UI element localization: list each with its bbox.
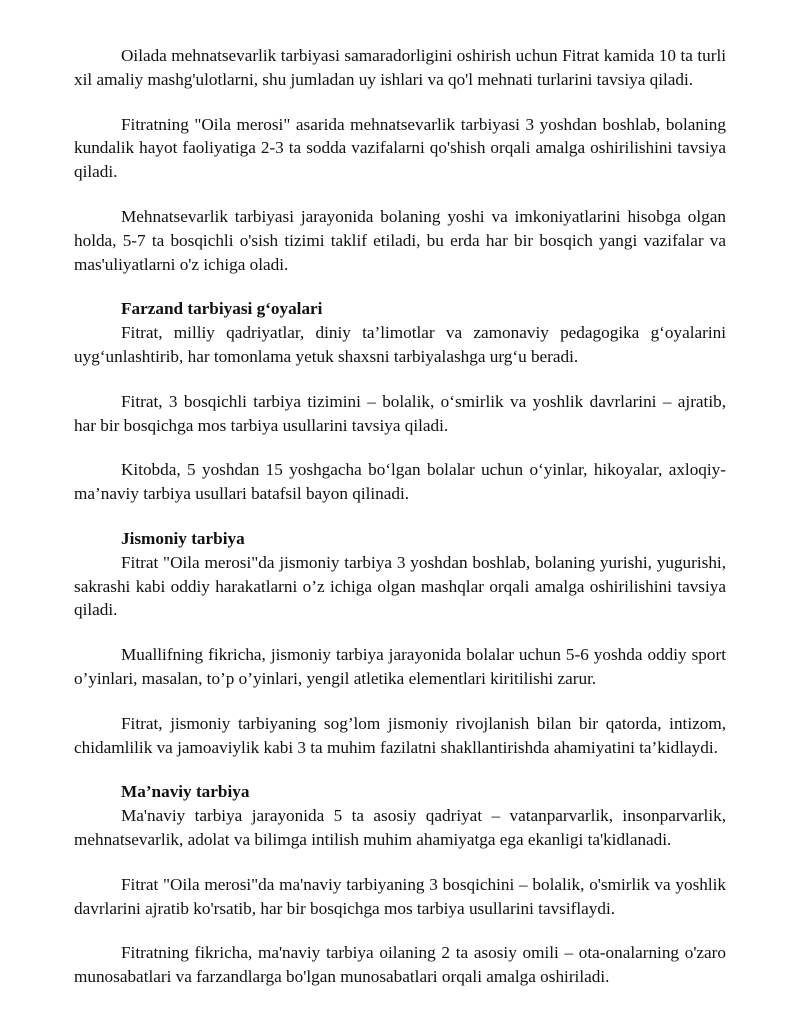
paragraph: Fitrat, milliy qadriyatlar, diniy ta’limotlar va zamonaviy pedagogika g‘oyalarini uyg‘unlashtirib, har tomonlama yetuk shaxsni tarbiyalashga urg‘u beradi.: [74, 323, 726, 366]
paragraph: Kitobda, 5 yoshdan 15 yoshgacha bo‘lgan bolalar uchun o‘yinlar, hikoyalar, axloqiy-ma’naviy tarbiya usullari batafsil bayon qilinadi.: [74, 460, 726, 504]
paragraph: Fitrat, 3 bosqichli tarbiya tizimini – bolalik, o‘smirlik va yoshlik davrlarini – ajratib, har bir bosqichga mos tarbiya usullarini tavsiya qiladi.: [74, 391, 726, 435]
paragraph: Fitratning fikricha, ma'naviy tarbiya oilaning 2 ta asosiy omili – ota-onalarning o'zaro munosabatlari va farzandlarga bo'lgan munosabatlari orqali amalga oshiriladi.: [74, 943, 726, 987]
section-heading: Ma’naviy tarbiya: [121, 782, 250, 802]
paragraph: Oilada mehnatsevarlik tarbiyasi samaradorligini oshirish uchun Fitrat kamida 10 ta turli xil amaliy mashg'ulotlarni, shu jumladan uy ishlari va qo'l mehnati turlarini tavsiya qiladi.: [74, 46, 726, 89]
paragraph: Ma'naviy tarbiya jarayonida 5 ta asosiy qadriyat – vatanparvarlik, insonparvarlik, mehnatsevarlik, adolat va bilimga intilish muhim ahamiyatga ega ekanligi ta'kidlanadi.: [74, 806, 726, 849]
paragraph: Muallifning fikricha, jismoniy tarbiya jarayonida bolalar uchun 5-6 yoshda oddiy sport o’yinlari, masalan, to’p o’yinlari, yengil atletika elementlari kiritilishi zarur.: [74, 645, 726, 688]
paragraph: Fitratning "Oila merosi" asarida mehnatsevarlik tarbiyasi 3 yoshdan boshlab, bolaning kundalik hayot faoliyatiga 2-3 ta sodda vazifalarni qo'shish orqali amalga oshirilishini tavsiya qiladi.: [74, 114, 726, 182]
section-farzand-tarbiyasi: [74, 297, 726, 506]
section-heading: Farzand tarbiyasi g‘oyalari: [121, 299, 323, 319]
paragraph: Mehnatsevarlik tarbiyasi jarayonida bolaning yoshi va imkoniyatlarini hisobga olgan holda, 5-7 ta bosqichli o'sish tizimi taklif etiladi, bu erda har bir bosqich yangi vazifalar va mas'uliyatlarni o'z ichiga oladi.: [74, 206, 726, 274]
section-jismoniy-tarbiya: [74, 527, 726, 759]
paragraph: Fitrat, jismoniy tarbiyaning sog’lom jismoniy rivojlanish bilan bir qatorda, intizom, chidamlilik va jamoaviylik kabi 3 ta muhim fazilatni shakllantirishda ahamiyatini ta’kidlaydi.: [74, 713, 726, 757]
paragraph: Fitrat "Oila merosi"da ma'naviy tarbiyaning 3 bosqichini – bolalik, o'smirlik va yoshlik davrlarini ajratib ko'rsatib, har bir bosqichga mos tarbiya usullarini tavsiflaydi.: [74, 874, 726, 918]
paragraph: Fitrat "Oila merosi"da jismoniy tarbiya 3 yoshdan boshlab, bolaning yurishi, yugurishi, sakrashi kabi oddiy harakatlarni o’z ichiga olgan mashqlar orqali amalga oshirilishini tavsiya qiladi.: [74, 552, 726, 620]
section-heading: Jismoniy tarbiya: [121, 528, 245, 548]
section-manaviy-tarbiya: [74, 780, 726, 989]
